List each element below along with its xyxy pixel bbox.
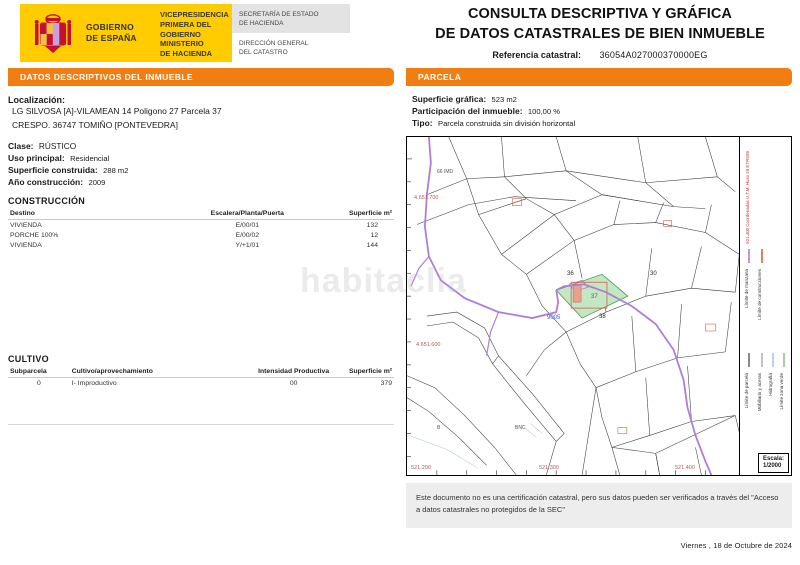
section-bar-datos-descriptivos: DATOS DESCRIPTIVOS DEL INMUEBLE bbox=[8, 68, 394, 86]
parcel-label-30: 30 bbox=[650, 271, 657, 277]
content-panels bbox=[0, 68, 800, 550]
cultivo-header-intensidad: Intensidad Productiva bbox=[247, 367, 340, 378]
document-header bbox=[0, 0, 800, 68]
field-superficie-grafica bbox=[412, 94, 792, 104]
map-coord-y-1: 4.651.700 bbox=[414, 195, 439, 201]
direccion-line-2: DEL CATASTRO bbox=[239, 48, 288, 56]
cultivo-header-row bbox=[8, 367, 394, 378]
legend-item-parcela: Límite de parcela bbox=[744, 373, 749, 409]
cell-superficie: 12 bbox=[370, 231, 378, 239]
map-legend bbox=[739, 137, 791, 475]
table-row bbox=[8, 240, 394, 250]
map-label-66imd: 66 IMD bbox=[437, 169, 454, 175]
secretaria-line-1: SECRETARÍA DE ESTADO bbox=[239, 11, 319, 18]
reference-value: 36054A027000370000EG bbox=[599, 50, 708, 61]
parcel-label-9005: 9005 bbox=[547, 315, 561, 321]
legend-coordinate-system: 521.400 Coordenadas U.T.M. Huso 29 ETRS89 bbox=[745, 151, 750, 244]
cultivo-header-aprovechamiento: Cultivo/aprovechamiento bbox=[70, 367, 248, 378]
secretaria-estado-label bbox=[232, 4, 350, 33]
cultivo-header-superficie: Superficie m² bbox=[340, 367, 394, 378]
clase-value: RÚSTICO bbox=[38, 141, 77, 152]
manzana-boundary-line bbox=[425, 137, 558, 318]
uso-label: Uso principal: bbox=[8, 153, 65, 164]
map-vector-layer bbox=[407, 137, 791, 475]
localizacion-label: Localización: bbox=[8, 95, 66, 105]
field-clase bbox=[8, 141, 394, 151]
construccion-header-row bbox=[8, 209, 394, 220]
cell-escalera: Y/+1/01 bbox=[235, 241, 260, 249]
cell-aprovechamiento: I- Improductivo bbox=[71, 379, 117, 387]
parcel-label-37: 37 bbox=[591, 294, 598, 300]
map-coord-y-2: 4.651.600 bbox=[416, 342, 441, 348]
field-tipo bbox=[412, 118, 792, 128]
cultivo-title: CULTIVO bbox=[8, 354, 49, 365]
scale-value: 1/2000 bbox=[762, 462, 782, 469]
cultivo-table bbox=[8, 367, 394, 388]
map-label-b: B bbox=[437, 425, 441, 431]
localizacion-line-1: LG SILVOSA [A]-VILAMEAN 14 Poligono 27 Parcela 37 bbox=[12, 106, 222, 116]
cultivo-header-subparcela: Subparcela bbox=[8, 367, 70, 378]
title-line-2: DE DATOS CATASTRALES DE BIEN INMUEBLE bbox=[435, 25, 765, 42]
cell-superficie: 379 bbox=[380, 379, 392, 387]
construccion-header-superficie: Superficie m² bbox=[309, 209, 394, 220]
field-participacion bbox=[412, 106, 792, 116]
construccion-title: CONSTRUCCIÓN bbox=[8, 196, 86, 207]
participacion-label: Participación del inmueble: bbox=[412, 106, 523, 116]
cadastral-map[interactable] bbox=[406, 136, 792, 476]
map-scale-box bbox=[758, 453, 789, 473]
direccion-general-label bbox=[232, 33, 350, 62]
map-label-bnc: BNC bbox=[515, 425, 526, 431]
document-date: Viernes , 18 de Octubre de 2024 bbox=[680, 540, 792, 550]
reference-label: Referencia catastral: bbox=[492, 50, 581, 61]
field-uso-principal bbox=[8, 153, 394, 163]
ministerio-line-1: MINISTERIO bbox=[160, 39, 204, 49]
table-row bbox=[8, 220, 394, 231]
document-title-block bbox=[400, 0, 800, 68]
construccion-header-destino: Destino bbox=[8, 209, 186, 220]
map-coord-x-2: 521.300 bbox=[539, 465, 559, 471]
parcela-metadata bbox=[406, 86, 792, 134]
vicepresidencia-line-2: PRIMERA DEL GOBIERNO bbox=[160, 19, 212, 39]
parcel-label-38: 38 bbox=[599, 314, 606, 320]
left-panel bbox=[0, 68, 400, 550]
parcel-label-36: 36 bbox=[567, 271, 574, 277]
tipo-label: Tipo: bbox=[412, 118, 433, 128]
ministerio-line-2: DE HACIENDA bbox=[160, 49, 213, 58]
anio-value: 2009 bbox=[88, 178, 106, 188]
watermark-habitaclia: habitaclia bbox=[300, 262, 467, 300]
cell-escalera: E/00/02 bbox=[235, 231, 260, 239]
gobierno-line-2: DE ESPAÑA bbox=[86, 33, 137, 43]
legend-item-zona-verde: Límite zona verde bbox=[779, 373, 784, 410]
superficie-label: Superficie construida: bbox=[8, 165, 98, 176]
cell-destino: VIVIENDA bbox=[10, 241, 42, 249]
section-bar-parcela: PARCELA bbox=[406, 68, 792, 86]
superficie-grafica-value: 523 m2 bbox=[491, 95, 517, 104]
cell-intensidad: 00 bbox=[289, 379, 298, 387]
table-row bbox=[8, 378, 394, 389]
title-line-1: CONSULTA DESCRIPTIVA Y GRÁFICA bbox=[467, 6, 732, 22]
spain-coat-of-arms-icon bbox=[20, 4, 86, 62]
cell-destino: PORCHE 100% bbox=[10, 231, 59, 239]
disclaimer-note: Este documento no es una certificación catastral, pero sus datos pueden ser verificados a través del "Acceso a datos catastrales no protegidos de la SEC" bbox=[406, 483, 792, 528]
uso-value: Residencial bbox=[70, 154, 110, 164]
tipo-value: Parcela construida sin división horizontal bbox=[438, 119, 576, 128]
participacion-value: 100,00 % bbox=[527, 107, 560, 116]
superficie-grafica-label: Superficie gráfica: bbox=[412, 94, 487, 104]
cell-subparcela: 0 bbox=[36, 379, 41, 387]
legend-item-mobiliario: Mobiliario y aceras bbox=[757, 373, 762, 412]
scale-label: Escala: bbox=[762, 455, 784, 462]
legend-item-manzana: Límite de manzana bbox=[744, 269, 749, 309]
cadastral-reference bbox=[400, 50, 800, 60]
secretaria-line-2: DE HACIENDA bbox=[239, 19, 284, 27]
cell-destino: VIVIENDA bbox=[10, 221, 42, 229]
gobierno-banner bbox=[20, 4, 350, 62]
ministry-labels bbox=[152, 4, 232, 62]
legend-item-construcciones: Límite de construcciones bbox=[757, 269, 762, 320]
right-panel bbox=[400, 68, 800, 550]
cultivo-section bbox=[8, 354, 394, 388]
map-coord-x-3: 521.400 bbox=[675, 465, 695, 471]
field-superficie-construida bbox=[8, 165, 394, 175]
anio-label: Año construcción: bbox=[8, 177, 84, 188]
cell-escalera: E/00/01 bbox=[235, 221, 260, 229]
secretaria-block bbox=[232, 4, 350, 62]
direccion-line-1: DIRECCIÓN GENERAL bbox=[239, 40, 309, 47]
datos-descriptivos-body bbox=[8, 95, 394, 425]
gobierno-label bbox=[86, 4, 152, 62]
construccion-header-escalera: Escalera/Planta/Puerta bbox=[186, 209, 310, 220]
gobierno-line-1: GOBIERNO bbox=[86, 22, 134, 33]
map-coord-x-1: 521.200 bbox=[411, 465, 431, 471]
legend-item-hidrografia: Hidrografía bbox=[768, 373, 773, 396]
clase-label: Clase: bbox=[8, 141, 34, 152]
construccion-table bbox=[8, 209, 394, 250]
government-logo-block bbox=[0, 0, 400, 68]
cell-superficie: 144 bbox=[366, 241, 378, 249]
localizacion-line-2: CRESPO. 36747 TOMIÑO [PONTEVEDRA] bbox=[12, 119, 178, 130]
table-row bbox=[8, 230, 394, 240]
vicepresidencia-line-1: VICEPRESIDENCIA bbox=[160, 10, 229, 19]
cell-superficie: 132 bbox=[366, 221, 378, 229]
superficie-value: 288 m2 bbox=[103, 166, 129, 176]
page-title bbox=[400, 5, 800, 44]
field-anio-construccion bbox=[8, 177, 394, 187]
